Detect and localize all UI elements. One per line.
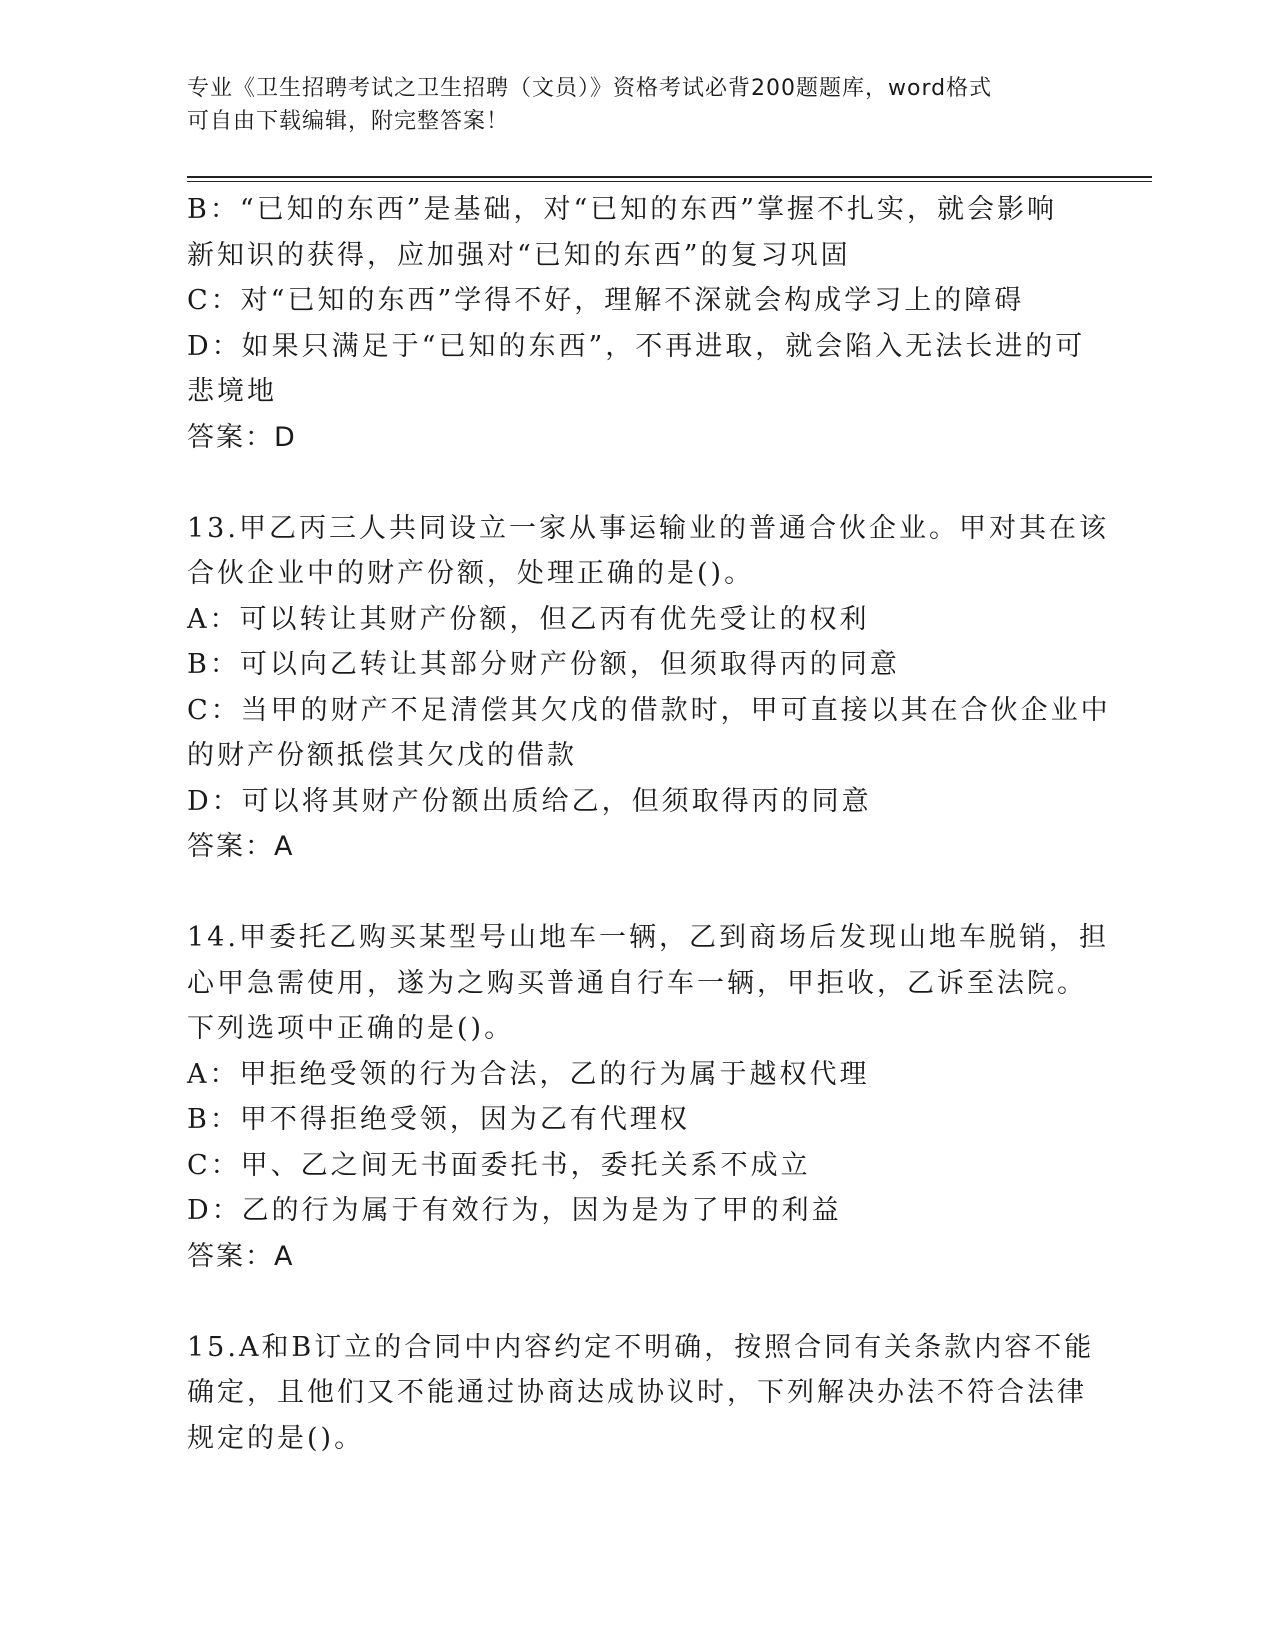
header-divider-thin [187, 181, 1152, 182]
question-13 [187, 506, 1111, 870]
q13-answer: 答案：A [187, 831, 295, 862]
q14-option-c: C：甲、乙之间无书面委托书，委托关系不成立 [187, 1149, 811, 1181]
header-title-line-2: 可自由下载编辑，附完整答案！ [187, 109, 510, 134]
q12-option-c: C：对“已知的东西”学得不好，理解不深就会构成学习上的障碍 [187, 285, 1025, 316]
question-14 [187, 915, 1109, 1279]
spacer [187, 870, 1077, 916]
document-header [187, 72, 1067, 138]
q15-stem-line-2: 确定，且他们又不能通过协商达成协议时，下列解决办法不符合法律 [187, 1377, 1087, 1408]
question-12 [187, 187, 1086, 460]
header-divider-thick [187, 176, 1152, 178]
q13-option-d: D：可以将其财产份额出质给乙，但须取得丙的同意 [187, 785, 872, 817]
q12-option-b-line-2: 新知识的获得，应加强对“已知的东西”的复习巩固 [187, 239, 851, 271]
spacer [187, 1279, 1077, 1325]
q14-stem-line-2: 心甲急需使用，遂为之购买普通自行车一辆，甲拒收，乙诉至法院。 [187, 967, 1087, 999]
q13-option-b: B：可以向乙转让其部分财产份额，但须取得丙的同意 [187, 649, 900, 680]
header-title-line-1: 专业《卫生招聘考试之卫生招聘（文员）》资格考试必背200题题库，word格式 [187, 76, 993, 101]
q12-option-d-line-2: 悲境地 [187, 376, 277, 407]
q15-stem-line-1: 15.A和B订立的合同中内容约定不明确，按照合同有关条款内容不能 [187, 1331, 1095, 1363]
q13-option-a: A：可以转让其财产份额，但乙丙有优先受让的权利 [187, 603, 870, 635]
q12-option-d-line-1: D：如果只满足于“已知的东西”，不再进取，就会陷入无法长进的可 [187, 330, 1086, 362]
q14-option-b: B：甲不得拒绝受领，因为乙有代理权 [187, 1104, 690, 1135]
q12-answer: 答案：D [187, 421, 297, 453]
question-15 [187, 1325, 1095, 1462]
q14-option-a: A：甲拒绝受领的行为合法，乙的行为属于越权代理 [187, 1058, 870, 1090]
q13-stem-line-2: 合伙企业中的财产份额，处理正确的是()。 [187, 558, 755, 589]
q15-stem-line-3: 规定的是()。 [187, 1422, 365, 1454]
spacer [187, 460, 1077, 506]
q14-stem-line-3: 下列选项中正确的是()。 [187, 1013, 515, 1044]
document-body [187, 187, 1111, 1461]
q13-stem-line-1: 13.甲乙丙三人共同设立一家从事运输业的普通合伙企业。甲对其在该 [187, 512, 1109, 544]
q14-answer: 答案：A [187, 1240, 295, 1272]
q12-option-b-line-1: B：“已知的东西”是基础，对“已知的东西”掌握不扎实，就会影响 [187, 194, 1058, 225]
q14-stem-line-1: 14.甲委托乙购买某型号山地车一辆，乙到商场后发现山地车脱销，担 [187, 922, 1109, 953]
q14-option-d: D：乙的行为属于有效行为，因为是为了甲的利益 [187, 1195, 842, 1226]
q13-option-c-line-2: 的财产份额抵偿其欠戊的借款 [187, 740, 577, 771]
q13-option-c-line-1: C：当甲的财产不足清偿其欠戊的借款时，甲可直接以其在合伙企业中 [187, 694, 1111, 726]
